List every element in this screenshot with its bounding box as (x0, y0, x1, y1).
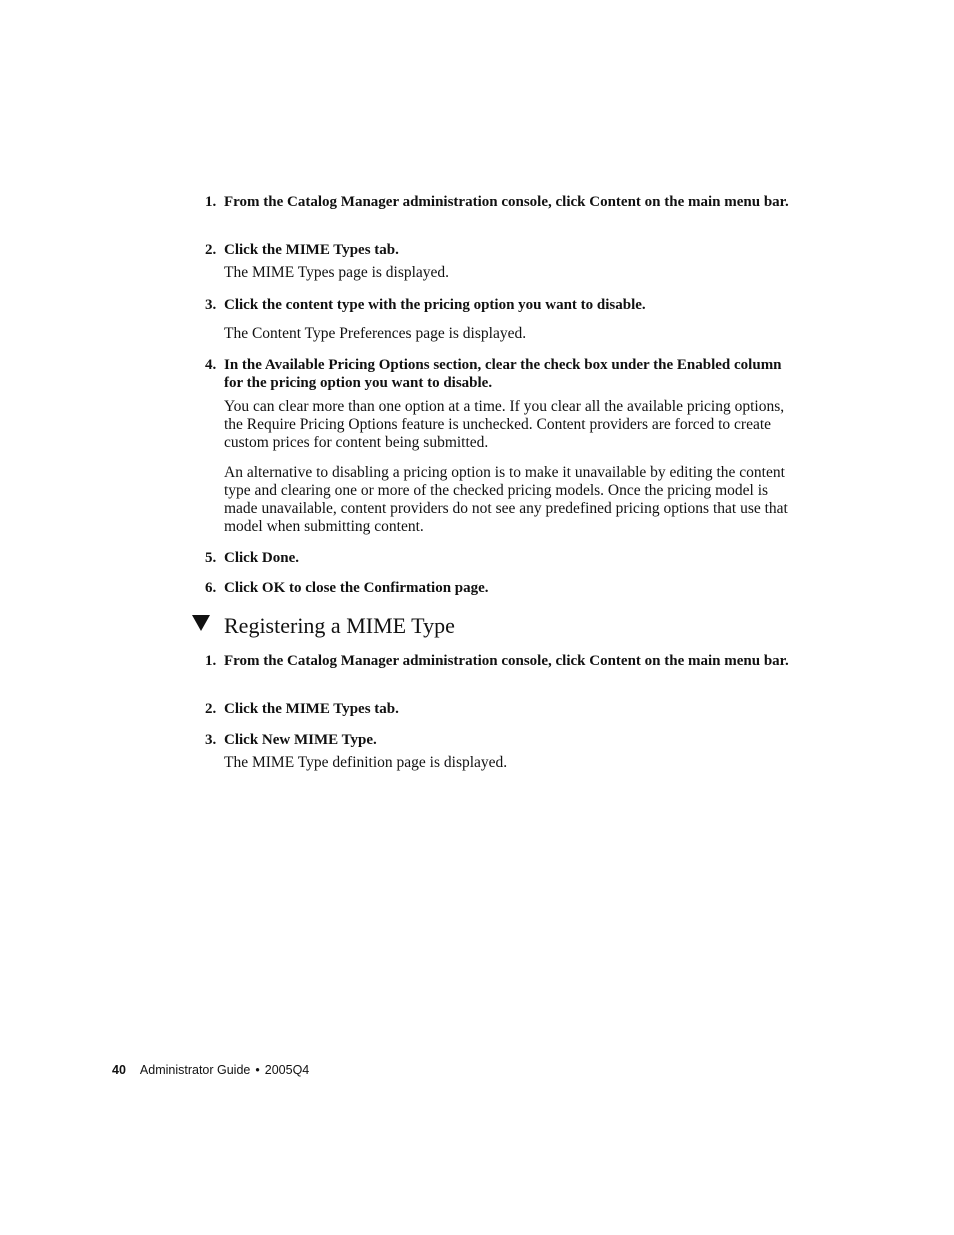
triangle-down-icon (192, 615, 210, 631)
step-number: 2. (205, 242, 217, 258)
step-number: 5. (205, 550, 217, 566)
document-version: 2005Q4 (264, 1063, 310, 1077)
step-note: An alternative to disabling a pricing option is to make it unavailable by editing the content type and clearing one or more of the checked pricing models. Once the pricing model is made unavailable, content providers do not see any predefined pricing options that use that model when submitting content. (224, 464, 788, 535)
step-explanation: You can clear more than one option at a time. If you clear all the available pricing options, the Require Pricing Options feature is unchecked. Content providers are forced to create custom prices for content being submitted. (224, 398, 785, 451)
step-text: Click the MIME Types tab. (224, 242, 399, 258)
section-heading-text: Registering a MIME Type (224, 613, 455, 638)
step-number: 3. (205, 732, 217, 748)
bullet-separator: • (255, 1063, 260, 1077)
step-text: Click New MIME Type. (224, 732, 377, 748)
step-number: 4. (205, 357, 217, 373)
step-text: Click the content type with the pricing option you want to disable. (224, 297, 646, 313)
step-text: From the Catalog Manager administration console, click Content on the main menu bar. (224, 194, 789, 210)
step-number: 1. (205, 194, 217, 210)
step-number: 2. (205, 701, 217, 717)
step-result-text: The Content Type Preferences page is displayed. (224, 325, 527, 342)
page-number: 40 (112, 1063, 126, 1077)
step-number: 1. (205, 653, 217, 669)
step-text: Click Done. (224, 550, 299, 566)
step-text: From the Catalog Manager administration console, click Content on the main menu bar. (224, 653, 789, 669)
step-text: Click OK to close the Confirmation page. (224, 580, 489, 596)
step-text: Click the MIME Types tab. (224, 701, 399, 717)
page-footer (112, 1063, 309, 1077)
document-title: Administrator Guide (139, 1063, 251, 1077)
step-result-text: The MIME Types page is displayed. (224, 264, 450, 281)
step-result-text: The MIME Type definition page is displayed. (224, 754, 508, 771)
step-number: 3. (205, 297, 217, 313)
step-text: In the Available Pricing Options section, clear the check box under the Enabled column for the pricing option you want to disable. (224, 357, 782, 391)
step-number: 6. (205, 580, 217, 596)
